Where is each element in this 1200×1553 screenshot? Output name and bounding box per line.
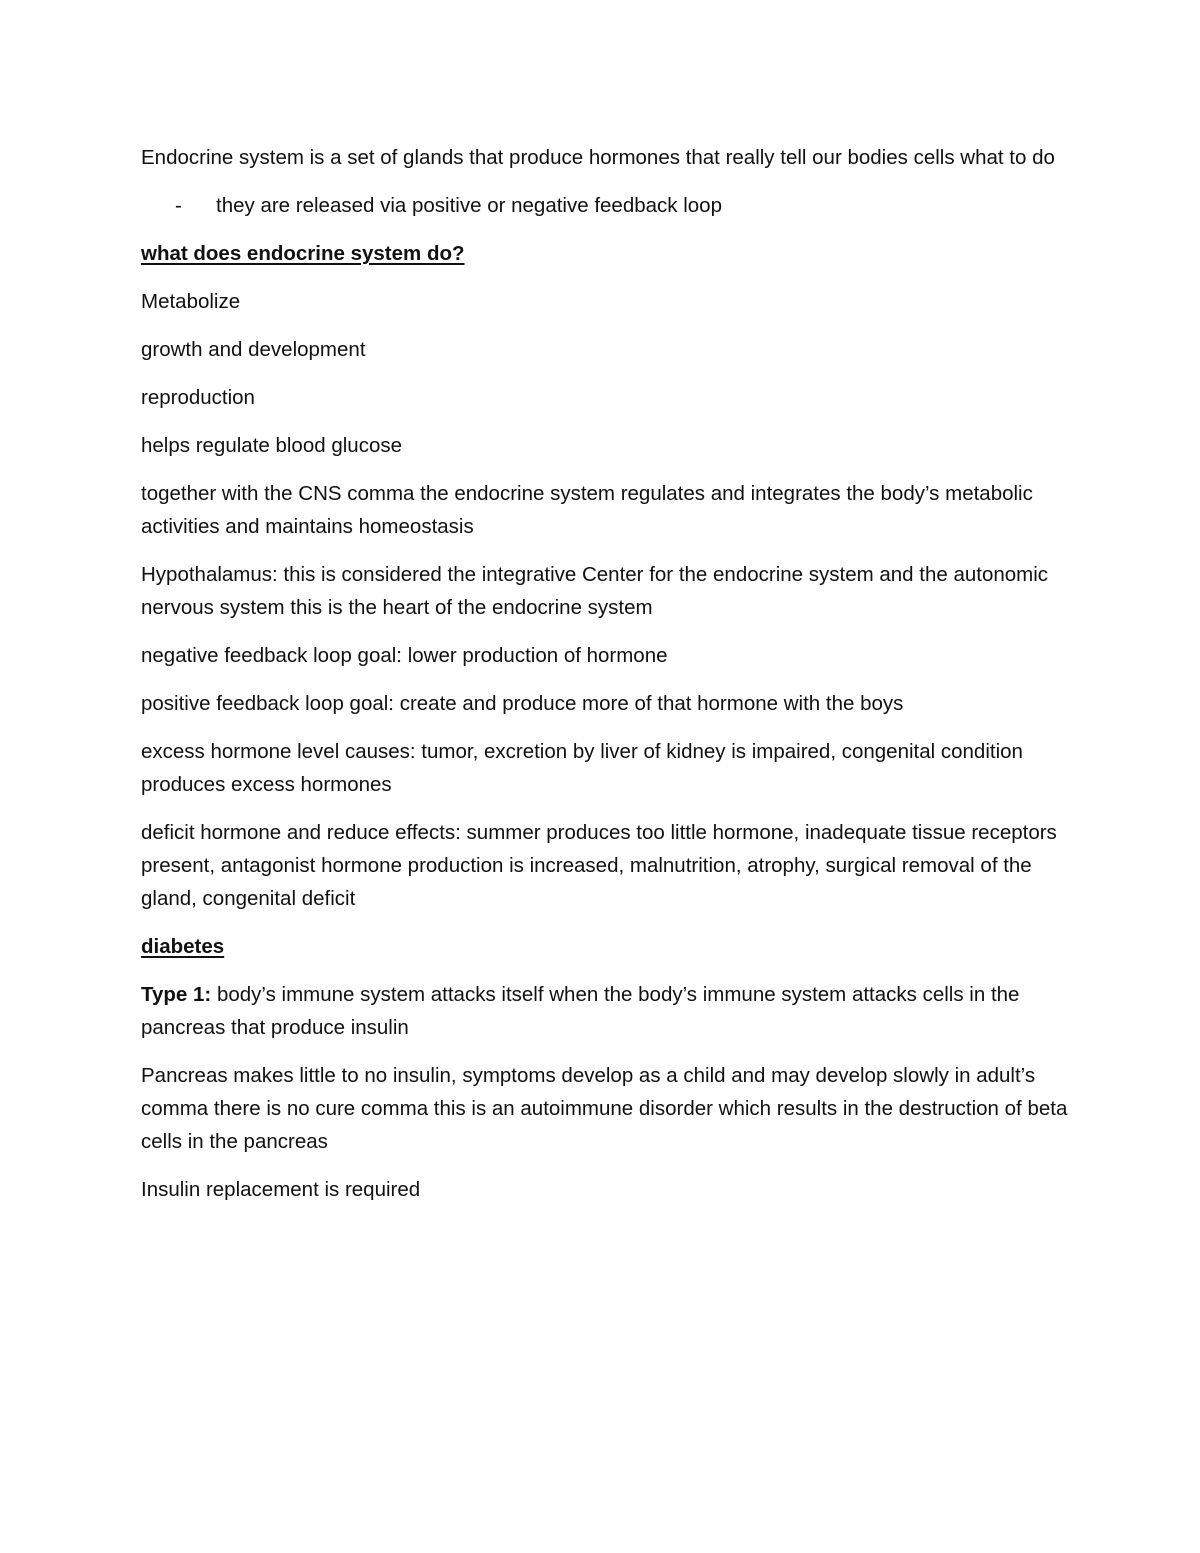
intro-paragraph: Endocrine system is a set of glands that produce hormones that really tell our bodies cells what to do: [141, 146, 1055, 169]
type1-text: body’s immune system attacks itself when the body’s immune system attacks cells in the pancreas that produce insulin: [141, 983, 1020, 1039]
function-item: helps regulate blood glucose: [141, 434, 402, 457]
function-item: growth and development: [141, 338, 366, 361]
function-item: reproduction: [141, 386, 255, 409]
function-item: Metabolize: [141, 290, 241, 313]
hypothalamus-paragraph: Hypothalamus: this is considered the integrative Center for the endocrine system and the autonomic nervous system this is the heart of the endocrine system: [141, 563, 1049, 619]
deficit-paragraph: deficit hormone and reduce effects: summer produces too little hormone, inadequate tissue receptors present, antagonist hormone production is increased, malnutrition, atrophy, surgical removal of the gland, congenital deficit: [141, 821, 1057, 910]
positive-loop-paragraph: positive feedback loop goal: create and produce more of that hormone with the boys: [141, 692, 904, 715]
heading-diabetes: diabetes: [141, 935, 225, 958]
document-body: [141, 141, 1071, 1221]
excess-paragraph: excess hormone level causes: tumor, excretion by liver of kidney is impaired, congenital condition produces excess hormones: [141, 740, 1023, 796]
heading-functions: what does endocrine system do?: [141, 242, 465, 265]
bullet-text: they are released via positive or negative feedback loop: [216, 194, 722, 217]
pancreas-paragraph: Pancreas makes little to no insulin, symptoms develop as a child and may develop slowly in adult’s comma there is no cure comma this is an autoimmune disorder which results in the destruction of beta cells in the pancreas: [141, 1064, 1068, 1153]
bullet-marker: -: [175, 194, 182, 217]
insulin-paragraph: Insulin replacement is required: [141, 1178, 421, 1201]
negative-loop-paragraph: negative feedback loop goal: lower production of hormone: [141, 644, 668, 667]
bullet-item: [141, 189, 1071, 222]
cns-paragraph: together with the CNS comma the endocrine system regulates and integrates the body’s metabolic activities and maintains homeostasis: [141, 482, 1033, 538]
type1-paragraph: [141, 978, 1071, 1044]
type1-label: Type 1:: [141, 983, 212, 1006]
